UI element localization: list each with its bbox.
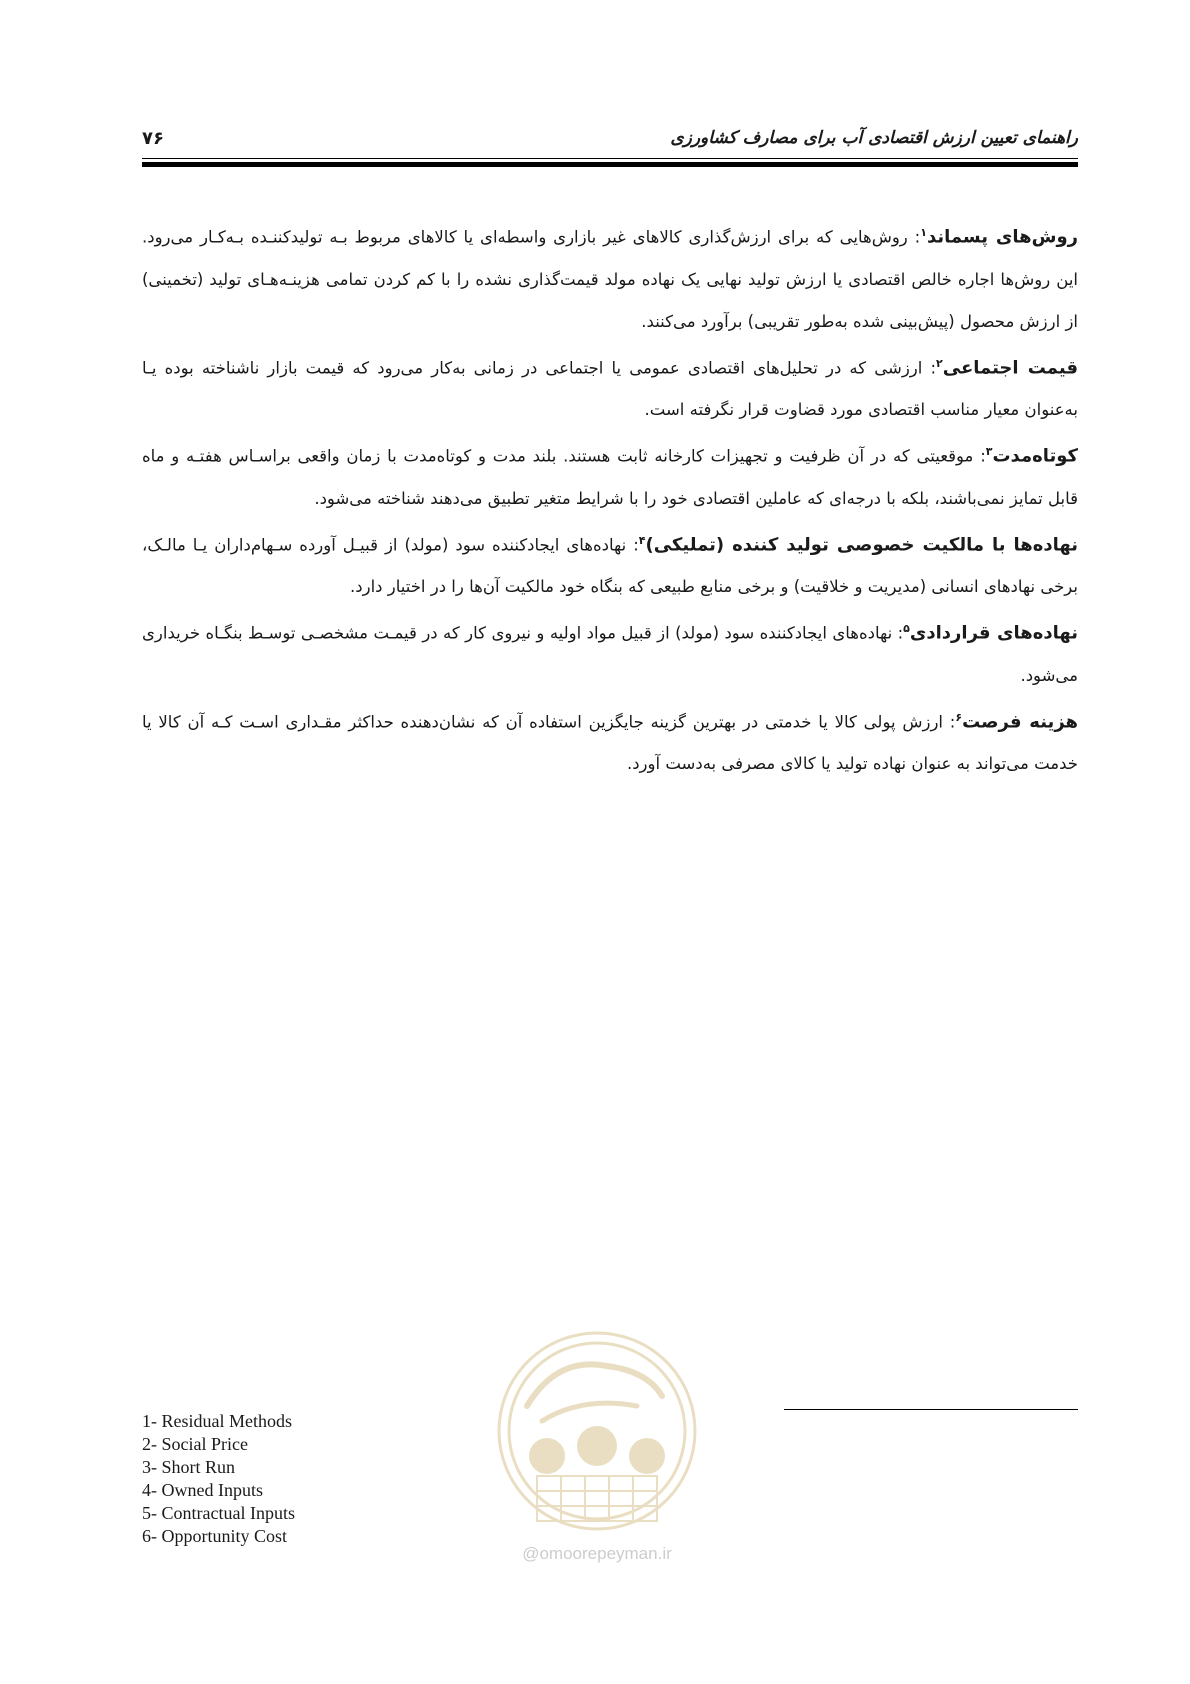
page-number: ۷۶: [142, 128, 164, 149]
footnote-ref[interactable]: ۵: [903, 622, 910, 635]
footnote: 2- Social Price: [142, 1434, 248, 1454]
watermark-text: @omoorepeyman.ir: [522, 1544, 672, 1563]
definition-text: : نهاده‌های ایجادکننده سود (مولد) از قبیـل آورده سـهام‌داران یـا مالـک، برخی نهادهای انسانی (مدیریت و خلاقیت) و برخی منابع طبیعی که بنگاه خود مالکیت آن‌ها را در اختیار دارد.: [142, 535, 1078, 596]
footnote: 4- Owned Inputs: [142, 1480, 263, 1500]
header-rule-thin: [142, 158, 1078, 159]
footnote-ref[interactable]: ۶: [955, 710, 963, 724]
definition-owned-inputs: [142, 520, 1078, 609]
footnote-ref[interactable]: ۱: [920, 226, 927, 239]
footnotes: [142, 1410, 295, 1548]
definition-text: : ارزشی که در تحلیل‌های اقتصادی عمومی یا اجتماعی در زمانی به‌کار می‌رود که قیمت بازار ناشناخته بوده یـا به‌عنوان معیار مناسب اقتصادی مورد قضاوت قرار نگرفته است.: [142, 358, 1078, 419]
body-text: [142, 212, 1078, 785]
term: روش‌های پسماند: [926, 226, 1079, 248]
footnote: 3- Short Run: [142, 1457, 236, 1477]
definition-text: : نهاده‌های ایجادکننده سود (مولد) از قبیل مواد اولیه و نیروی کار که در قیمـت مشخصـی توسـط بنگـاه خریداری می‌شود.: [142, 623, 1078, 685]
footnote-ref[interactable]: ۴: [638, 533, 646, 547]
definition-social-price: [142, 343, 1078, 432]
term: نهاده‌ها با مالکیت خصوصی تولید کننده (تملیکی): [645, 534, 1078, 555]
seal-icon: [487, 1326, 707, 1541]
definition-residual-methods: [142, 212, 1078, 343]
page-header: [142, 128, 1078, 162]
definition-short-run: [142, 431, 1078, 520]
term: کوتاه‌مدت: [992, 445, 1078, 467]
running-title: راهنمای تعیین ارزش اقتصادی آب برای مصارف کشاورزی: [670, 128, 1078, 148]
definition-text: : ارزش پولی کالا یا خدمتی در بهترین گزینه جایگزین استفاده آن که نشان‌دهنده حداکثر مقـداری اسـت کـه آن کالا یا خدمت می‌تواند به عنوان نهاده تولید یا کالای مصرفی به‌دست آورد.: [142, 712, 1078, 773]
footnote: 6- Opportunity Cost: [142, 1526, 288, 1546]
footnote-ref[interactable]: ۲: [936, 356, 943, 370]
footnote: 1- Residual Methods: [142, 1411, 292, 1431]
definition-opportunity-cost: [142, 697, 1078, 786]
watermark-logo: [487, 1326, 707, 1570]
term: نهاده‌های قراردادی: [909, 622, 1078, 644]
term: قیمت اجتماعی: [942, 357, 1078, 378]
definition-contractual-inputs: [142, 608, 1078, 697]
definition-text: : روش‌هایی که برای ارزش‌گذاری کالاهای غیر بازاری واسطه‌ای یا کالاهای مربوط بـه تولیدکننـده بـه‌کـار می‌رود. این روش‌ها اجاره خالص اقتصادی یا ارزش تولید نهایی یک نهاده مولد قیمت‌گذاری نشده را با کم کردن تمامی هزینـه‌هـای تولید (تخمینی) از ارزش محصول (پیش‌بینی شده به‌طور تقریبی) برآورد می‌کنند.: [142, 227, 1078, 331]
definition-text: : موقعیتی که در آن ظرفیت و تجهیزات کارخانه ثابت هستند. بلند مدت و کوتاه‌مدت با زمان واقعی براسـاس هفتـه و ماه قابل تمایز نمی‌باشند، بلکه با درجه‌ای که عاملین اقتصادی خود را با شرایط متغیر تطبیق می‌دهند شناخته می‌شود.: [142, 446, 1078, 508]
footnote: 5- Contractual Inputs: [142, 1503, 295, 1523]
term: هزینه فرصت: [962, 711, 1078, 732]
footnote-separator: [784, 1409, 1078, 1410]
footnote-ref[interactable]: ۳: [985, 445, 993, 458]
header-rule-thick: [142, 162, 1078, 167]
